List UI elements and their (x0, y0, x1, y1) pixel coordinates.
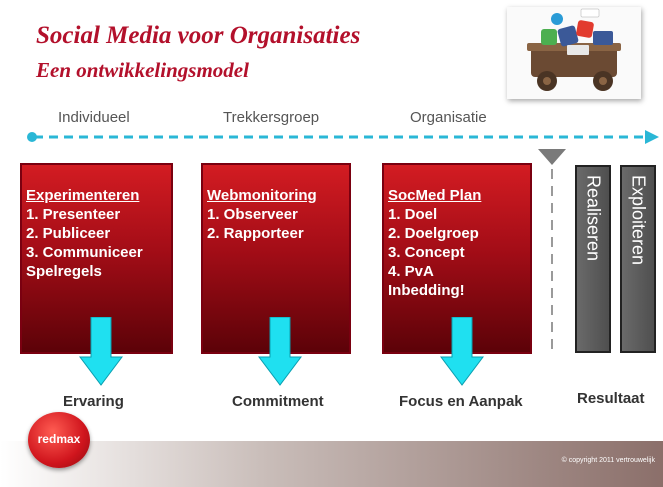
down-arrow-icon (79, 317, 123, 387)
phase-label-individueel: Individueel (58, 109, 130, 126)
down-arrow-icon (258, 317, 302, 387)
stage-item: 4. PvA (388, 263, 434, 280)
page-subtitle: Een ontwikkelingsmodel (36, 58, 249, 82)
footer-copyright: © copyright 2011 vertrouwelijk (561, 457, 655, 464)
stage-item: 3. Concept (388, 244, 465, 261)
logo-text: redmax (37, 432, 81, 446)
result-label: Exploiteren (628, 175, 649, 266)
stage-item: 2. Rapporteer (207, 225, 304, 242)
outcome-focus-en-aanpak: Focus en Aanpak (399, 393, 523, 410)
page-title: Social Media voor Organisaties (36, 22, 361, 49)
stage-title: Experimenteren (26, 187, 140, 204)
separator-marker (538, 149, 566, 165)
stage-tail: Spelregels (26, 263, 102, 280)
redmax-logo (28, 412, 90, 468)
social-media-cart-image (507, 7, 641, 99)
result-box-exploiteren (620, 165, 656, 353)
outcome-ervaring: Ervaring (63, 393, 124, 410)
footer-bar (0, 441, 663, 487)
stage-item: 3. Communiceer (26, 244, 143, 261)
result-label: Realiseren (583, 175, 604, 262)
social-media-cart-illustration (507, 7, 641, 99)
stage-item: 2. Publiceer (26, 225, 111, 242)
outcome-commitment: Commitment (232, 393, 324, 410)
timeline-start-dot (27, 132, 37, 142)
phase-label-organisatie: Organisatie (410, 109, 487, 126)
stage-item: 1. Doel (388, 206, 438, 223)
stage-tail: Inbedding! (388, 282, 465, 299)
phase-label-trekkersgroep: Trekkersgroep (223, 109, 320, 126)
stage-item: 2. Doelgroep (388, 225, 479, 242)
result-box-realiseren (575, 165, 611, 353)
down-arrow-icon (440, 317, 484, 387)
stage-item: 1. Observeer (207, 206, 298, 223)
stage-title: SocMed Plan (388, 187, 482, 204)
stage-title: Webmonitoring (207, 187, 317, 204)
stage-item: 1. Presenteer (26, 206, 121, 223)
outcome-resultaat: Resultaat (577, 390, 645, 407)
timeline-arrowhead (645, 130, 659, 144)
